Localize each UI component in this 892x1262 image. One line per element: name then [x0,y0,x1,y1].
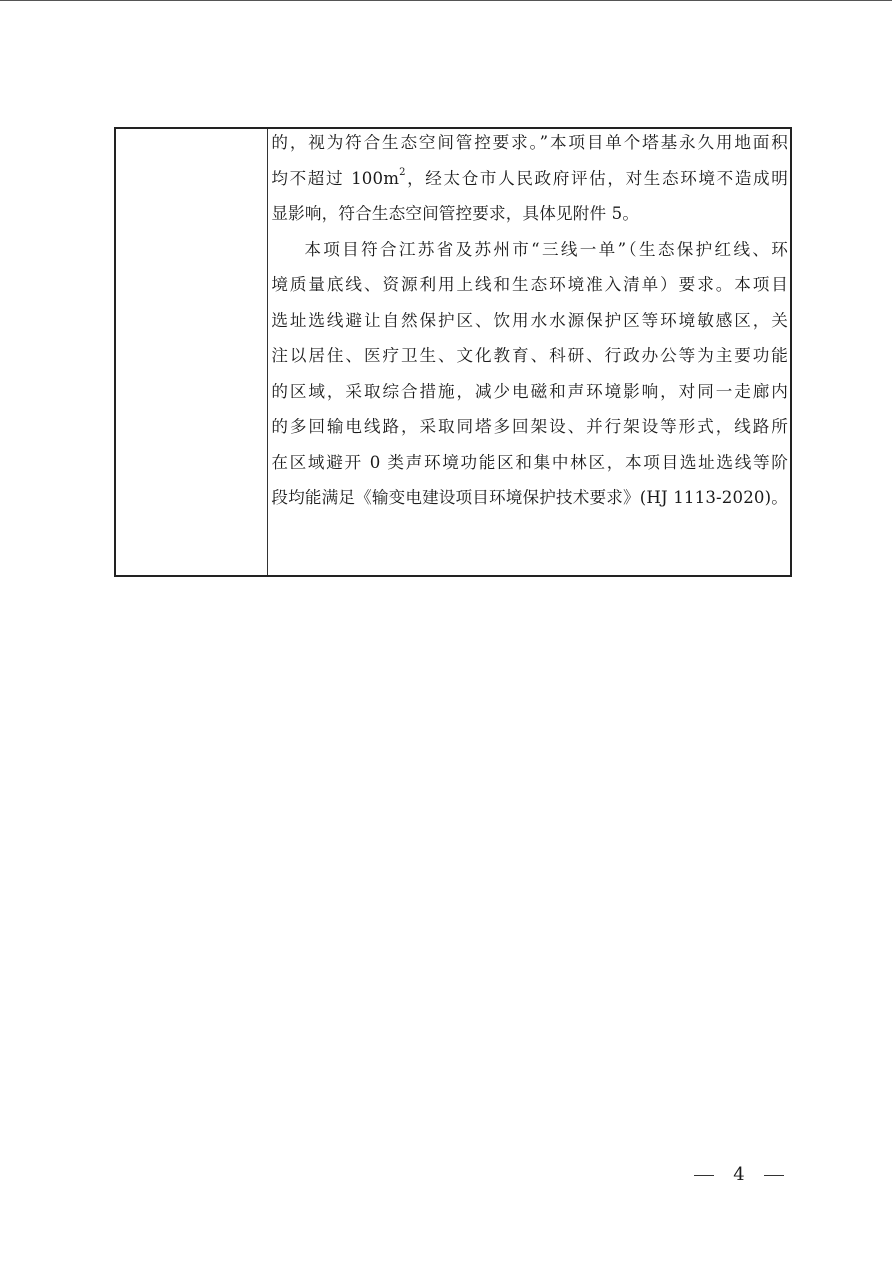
paragraph-line: 段均能满足《输变电建设项目环境保护技术要求》(HJ 1113-2020)。 [271,488,788,507]
paragraph-line: 的，视为符合生态空间管控要求。”本项目单个塔基永久用地面积 [271,133,788,152]
table-left-cell [116,129,268,575]
paragraph-line: 显影响，符合生态空间管控要求，具体见附件 5。 [271,204,640,223]
page-top-border [0,0,892,1]
paragraph-line: 本项目符合江苏省及苏州市“三线一单”（生态保护红线、环 [304,239,788,259]
paragraph-line: 境质量底线、资源利用上线和生态环境准入清单）要求。本项目 [271,275,788,294]
paragraph-line-head: 均不超过 100m [271,168,400,188]
paragraph-line: 注以居住、医疗卫生、文化教育、科研、行政办公等为主要功能 [271,346,788,365]
paragraph-line-tail: ，经太仓市人民政府评估，对生态环境不造成明 [405,168,788,188]
paragraph-ecological-control [271,125,788,232]
footer-dash-right [764,1175,784,1176]
footer-dash-left [694,1175,714,1176]
content-table [114,127,792,577]
page-number: 4 [733,1164,745,1185]
paragraph-line: 选址选线避让自然保护区、饮用水水源保护区等环境敏感区，关 [271,310,788,330]
table-right-cell [268,129,790,575]
paragraph-line: 在区域避开 0 类声环境功能区和集中林区，本项目选址选线等阶 [271,452,788,472]
paragraph-line: 的区域，采取综合措施，减少电磁和声环境影响，对同一走廊内 [271,381,788,401]
paragraph-three-lines-one-list [271,232,788,516]
page-number-footer [694,1163,784,1187]
paragraph-line: 的多回输电线路，采取同塔多回架设、并行架设等形式，线路所 [271,417,788,436]
paragraph-line-with-superscript [271,161,788,197]
superscript-2: 2 [399,166,406,178]
